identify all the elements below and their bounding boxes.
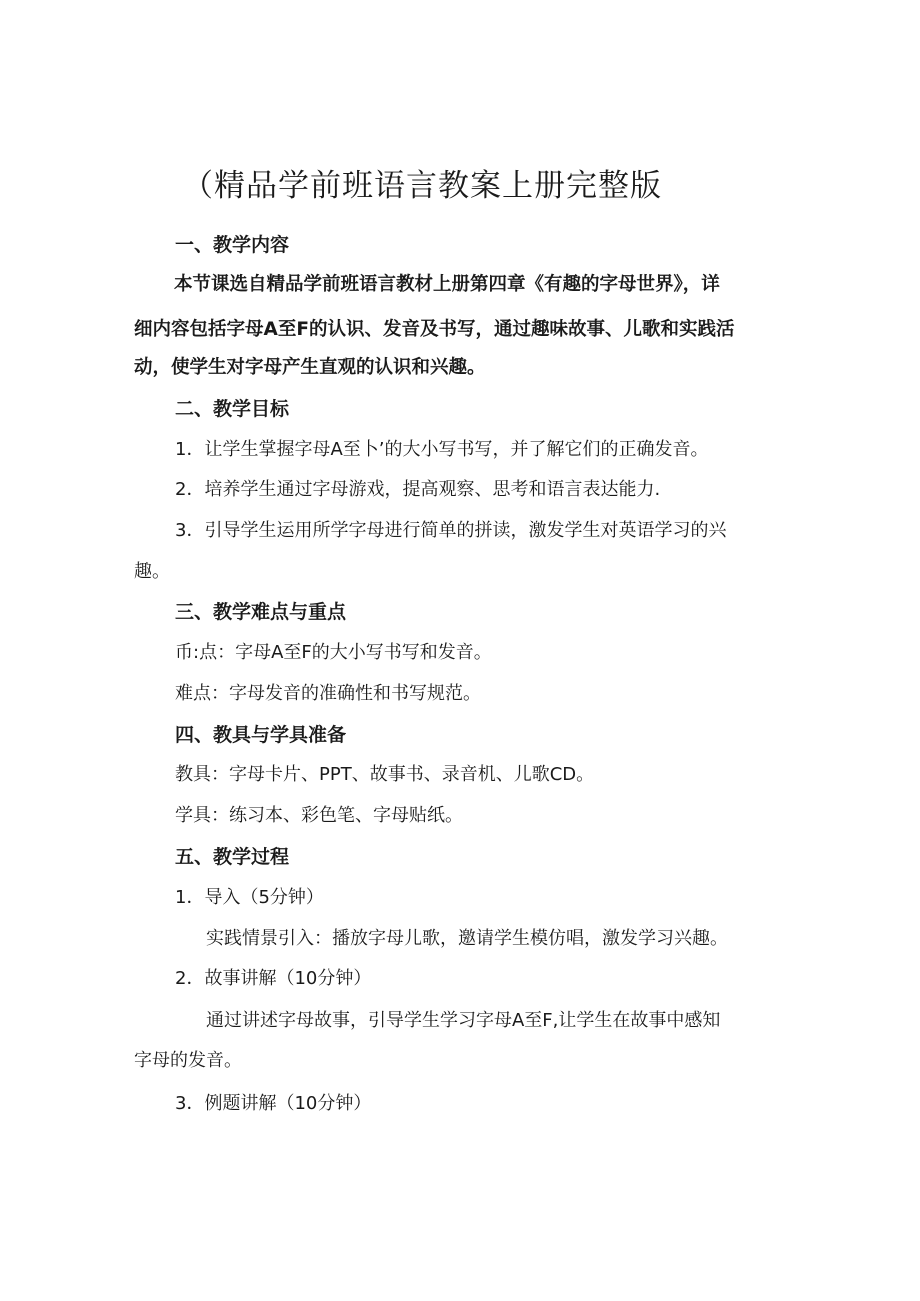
paragraph-line: 教具：字母卡片、PPT、故事书、录音机、儿歌CD。	[175, 764, 595, 785]
list-item: 1．导入（5分钟）	[175, 887, 324, 908]
paragraph-line: 通过讲述字母故事，引导学生学习字母A至F,让学生在故事中感知	[206, 1010, 721, 1031]
paragraph-line: 学具：练习本、彩色笔、字母贴纸。	[175, 805, 463, 826]
list-item: 3．例题讲解（10分钟）	[175, 1093, 372, 1114]
paragraph-line: 本节课选自精品学前班语言教材上册第四章《有趣的字母世界》，详	[174, 274, 720, 295]
list-item: 2．故事讲解（10分钟）	[175, 968, 372, 989]
paragraph-line: 动，使学生对字母产生直观的认识和兴趣。	[134, 357, 486, 378]
section-heading-teaching-content: 一、教学内容	[175, 234, 290, 256]
paragraph-line: 难点：字母发音的准确性和书写规范。	[175, 683, 481, 704]
paragraph-line: 细内容包括字母A至F的认识、发音及书写，通过趣味故事、儿歌和实践活	[134, 319, 735, 340]
paragraph-line: 实践情景引入：播放字母儿歌，邀请学生模仿唱，激发学习兴趣。	[206, 928, 728, 949]
section-heading-process: 五、教学过程	[175, 846, 290, 868]
list-item: 2．培养学生通过字母游戏，提高观察、思考和语言表达能力.	[175, 479, 661, 500]
section-heading-materials: 四、教具与学具准备	[175, 724, 347, 746]
list-item: 1．让学生掌握字母A至卜’的大小写书写，并了解它们的正确发音。	[175, 439, 709, 460]
section-heading-difficulties: 三、教学难点与重点	[175, 601, 347, 623]
list-item-continuation: 趣。	[134, 561, 170, 582]
paragraph-line: 字母的发音。	[134, 1050, 242, 1071]
list-item: 3．引导学生运用所学字母进行简单的拼读，激发学生对英语学习的兴	[175, 520, 727, 541]
paragraph-line: 币:点：字母A至F的大小写书写和发音。	[175, 642, 492, 663]
section-heading-teaching-goals: 二、教学目标	[175, 398, 290, 420]
document-title: （精品学前班语言教案上册完整版	[182, 168, 662, 204]
